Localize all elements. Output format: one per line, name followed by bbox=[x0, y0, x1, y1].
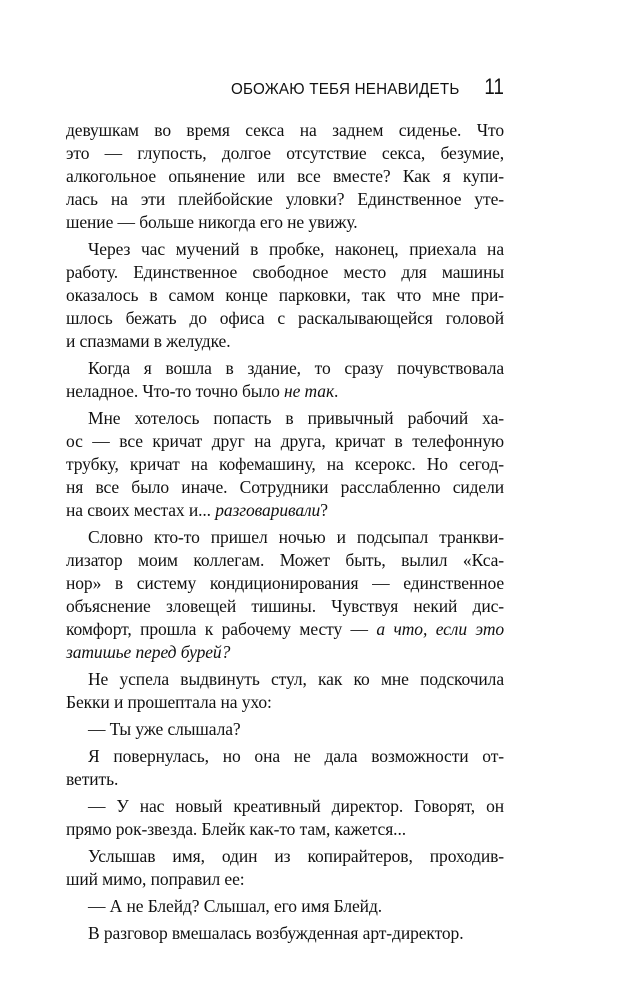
body-text bbox=[66, 119, 504, 945]
text-line: ший мимо, поправил ее: bbox=[66, 869, 245, 889]
text-line bbox=[66, 641, 504, 664]
italic-text: а что, если это bbox=[376, 619, 505, 639]
text-line: ветить. bbox=[66, 769, 119, 789]
text-line: лизатор моим коллегам. Может быть, вылил «Кса- bbox=[66, 550, 504, 570]
paragraph bbox=[66, 119, 504, 234]
page-number: 11 bbox=[484, 74, 504, 99]
paragraph bbox=[66, 922, 504, 945]
text-line: прямо рок-звезда. Блейк как-то там, кажется... bbox=[66, 819, 406, 839]
text-segment: на своих местах и... bbox=[66, 500, 216, 520]
paragraph bbox=[66, 795, 504, 841]
text-line bbox=[66, 380, 504, 403]
text-line bbox=[66, 499, 504, 522]
text-line: Бекки и прошептала на ухо: bbox=[66, 692, 272, 712]
text-line: Через час мучений в пробке, наконец, приехала на bbox=[88, 239, 504, 259]
text-line: объяснение зловещей тишины. Чувствуя некий дис- bbox=[66, 596, 504, 616]
text-line: — Ты уже слышала? bbox=[88, 719, 241, 739]
text-line: это — глупость, долгое отсутствие секса, безумие, bbox=[66, 143, 504, 163]
italic-text: затишье перед бурей? bbox=[66, 642, 231, 662]
text-line: трубку, кричат на кофемашину, на ксерокс. Но сегод- bbox=[66, 454, 504, 474]
text-line: шение — больше никогда его не увижу. bbox=[66, 212, 358, 232]
text-line: Не успела выдвинуть стул, как ко мне подскочила bbox=[88, 669, 504, 689]
paragraph bbox=[66, 745, 504, 791]
text-line: алкогольное опьянение или все вместе? Как я купи- bbox=[66, 166, 504, 186]
text-line: Услышав имя, один из копирайтеров, проходив- bbox=[88, 846, 504, 866]
text-segment: комфорт, прошла к рабочему месту — bbox=[66, 619, 377, 639]
text-line: девушкам во время секса на заднем сиденье. Что bbox=[66, 120, 504, 140]
text-segment: . bbox=[334, 381, 339, 401]
text-line: В разговор вмешалась возбужденная арт-директор. bbox=[88, 923, 464, 943]
text-line: лась на эти плейбойские уловки? Единственное уте- bbox=[66, 189, 504, 209]
text-line: и спазмами в желудке. bbox=[66, 331, 231, 351]
text-segment: неладное. Что-то точно было bbox=[66, 381, 285, 401]
text-line: шлось бежать до офиса с раскалывающейся головой bbox=[66, 308, 504, 328]
text-line: оказалось в самом конце парковки, так что мне при- bbox=[66, 285, 504, 305]
running-title: ОБОЖАЮ ТЕБЯ НЕНАВИДЕТЬ bbox=[230, 81, 460, 98]
text-line: работу. Единственное свободное место для машины bbox=[66, 262, 504, 282]
italic-text: не так bbox=[284, 381, 335, 401]
paragraph bbox=[66, 526, 504, 664]
paragraph bbox=[66, 238, 504, 353]
paragraph bbox=[66, 668, 504, 714]
paragraph bbox=[66, 845, 504, 891]
paragraph bbox=[66, 718, 504, 741]
text-line: Мне хотелось попасть в привычный рабочий ха- bbox=[88, 408, 504, 428]
italic-text: разговаривали bbox=[215, 500, 321, 520]
text-line: — У нас новый креативный директор. Говорят, он bbox=[88, 796, 504, 816]
text-line: Словно кто-то пришел ночью и подсыпал транкви- bbox=[88, 527, 504, 547]
paragraph bbox=[66, 895, 504, 918]
text-line bbox=[66, 618, 504, 641]
paragraph bbox=[66, 357, 504, 403]
text-line: Когда я вошла в здание, то сразу почувствовала bbox=[88, 358, 504, 378]
text-line: ос — все кричат друг на друга, кричат в телефонную bbox=[66, 431, 504, 451]
text-line: нор» в систему кондиционирования — единственное bbox=[66, 573, 504, 593]
text-line: — А не Блейд? Слышал, его имя Блейд. bbox=[88, 896, 383, 916]
book-page bbox=[66, 0, 504, 1000]
running-header bbox=[219, 74, 504, 100]
text-segment: ? bbox=[320, 500, 328, 520]
text-line: Я повернулась, но она не дала возможности от- bbox=[88, 746, 504, 766]
text-line: ня все было иначе. Сотрудники расслабленно сидели bbox=[66, 477, 504, 497]
paragraph bbox=[66, 407, 504, 522]
